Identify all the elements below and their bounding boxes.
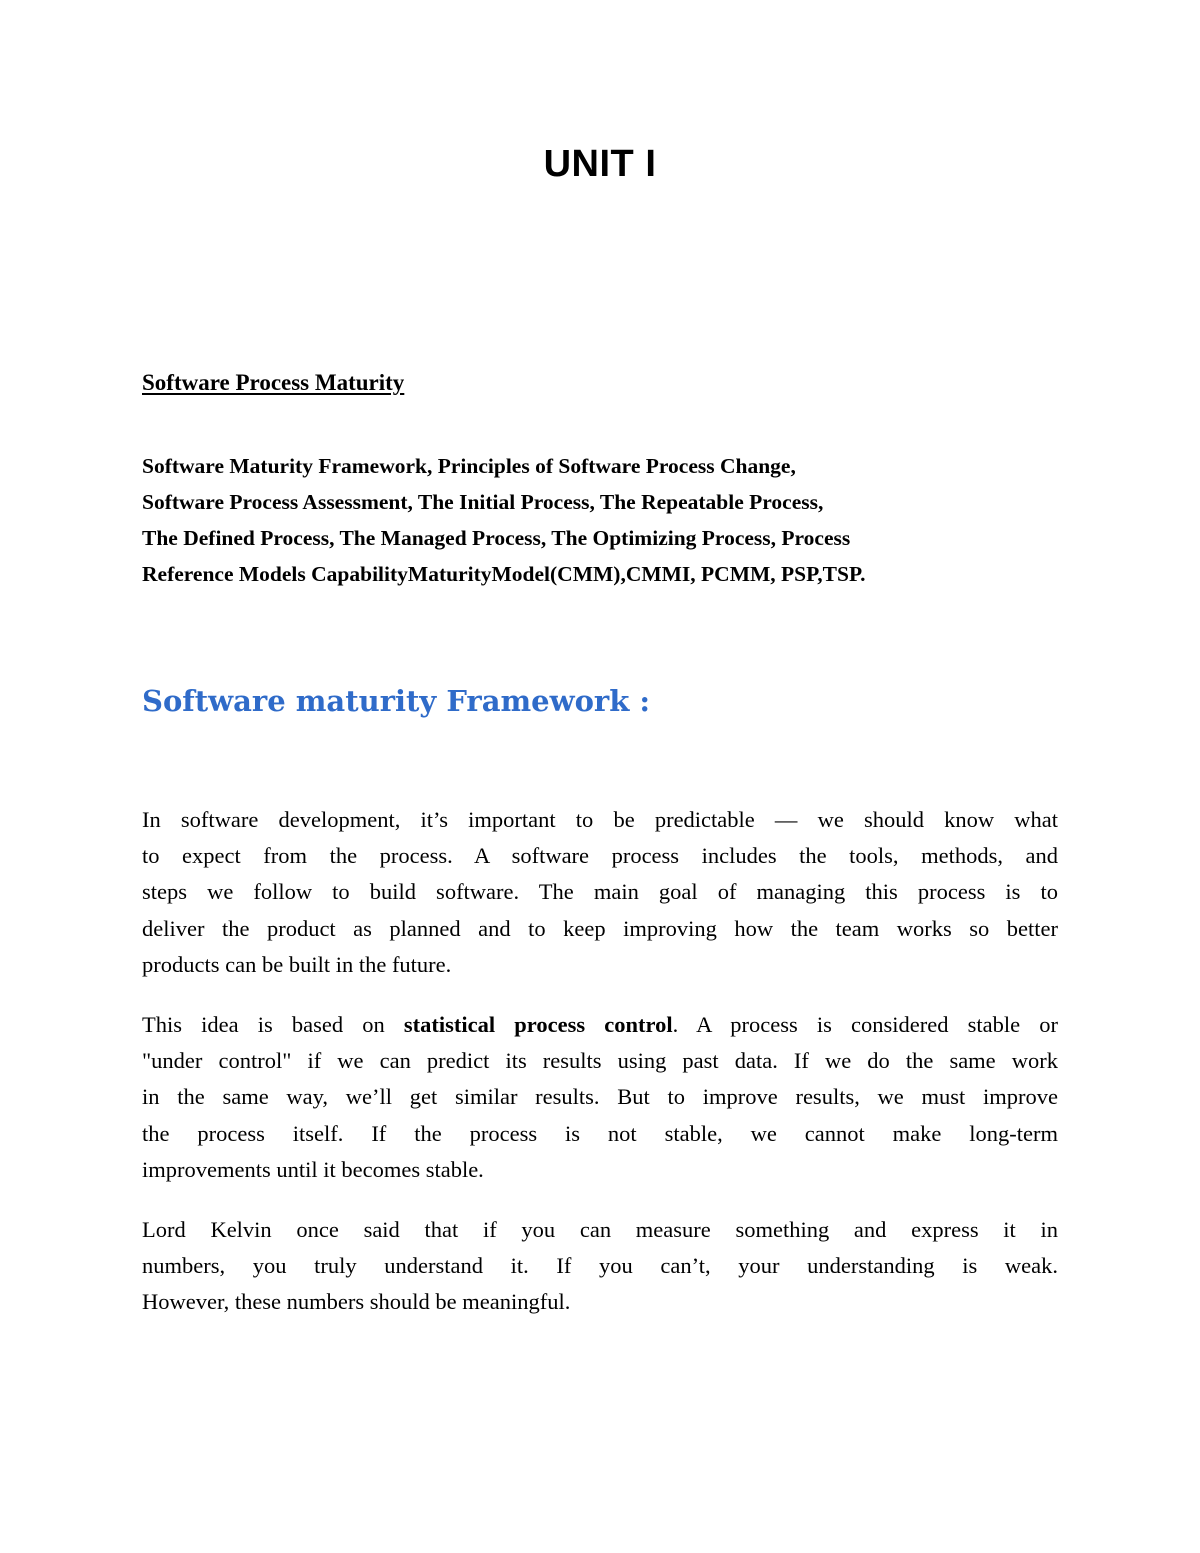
unit-title: UNIT I [543,143,657,185]
paragraph-line-mixed [142,1007,1058,1043]
paragraph-line: in the same way, we’ll get similar results. But to improve results, we must improve [142,1084,1058,1110]
paragraph-line: to expect from the process. A software process includes the tools, methods, and [142,843,1058,869]
paragraph-line: In software development, it’s important to be predictable — we should know what [142,807,1058,832]
topics-list [142,448,1062,592]
paragraph-1 [142,802,1058,983]
framework-heading: Software maturity Framework : [142,684,651,718]
paragraph-line: products can be built in the future. [142,951,452,977]
paragraph-3 [142,1212,1058,1321]
section-heading: Software Process Maturity [142,370,405,395]
paragraph-line: However, these numbers should be meaningful. [142,1289,571,1315]
paragraph-line: "under control" if we can predict its results using past data. If we do the same work [142,1048,1058,1074]
topics-line: Reference Models CapabilityMaturityModel(CMM),CMMI, PCMM, PSP,TSP. [142,562,866,586]
topics-line: The Defined Process, The Managed Process, The Optimizing Process, Process [142,526,851,550]
paragraph-text: . A process is considered stable or [672,1012,1058,1037]
topics-line: Software Maturity Framework, Principles of Software Process Change, [142,454,796,478]
bold-term: statistical process control [403,1012,673,1037]
paragraph-line: steps we follow to build software. The main goal of managing this process is to [142,879,1058,905]
paragraph-line: numbers, you truly understand it. If you can’t, your understanding is weak. [142,1253,1058,1279]
topics-line: Software Process Assessment, The Initial Process, The Repeatable Process, [142,490,824,514]
paragraph-2 [142,1007,1058,1188]
paragraph-line: the process itself. If the process is not stable, we cannot make long-term [142,1120,1058,1146]
paragraph-line: deliver the product as planned and to keep improving how the team works so better [142,915,1058,941]
paragraph-text: This idea is based on [142,1012,404,1037]
paragraph-line: improvements until it becomes stable. [142,1156,484,1182]
paragraph-line: Lord Kelvin once said that if you can measure something and express it in [142,1217,1058,1242]
